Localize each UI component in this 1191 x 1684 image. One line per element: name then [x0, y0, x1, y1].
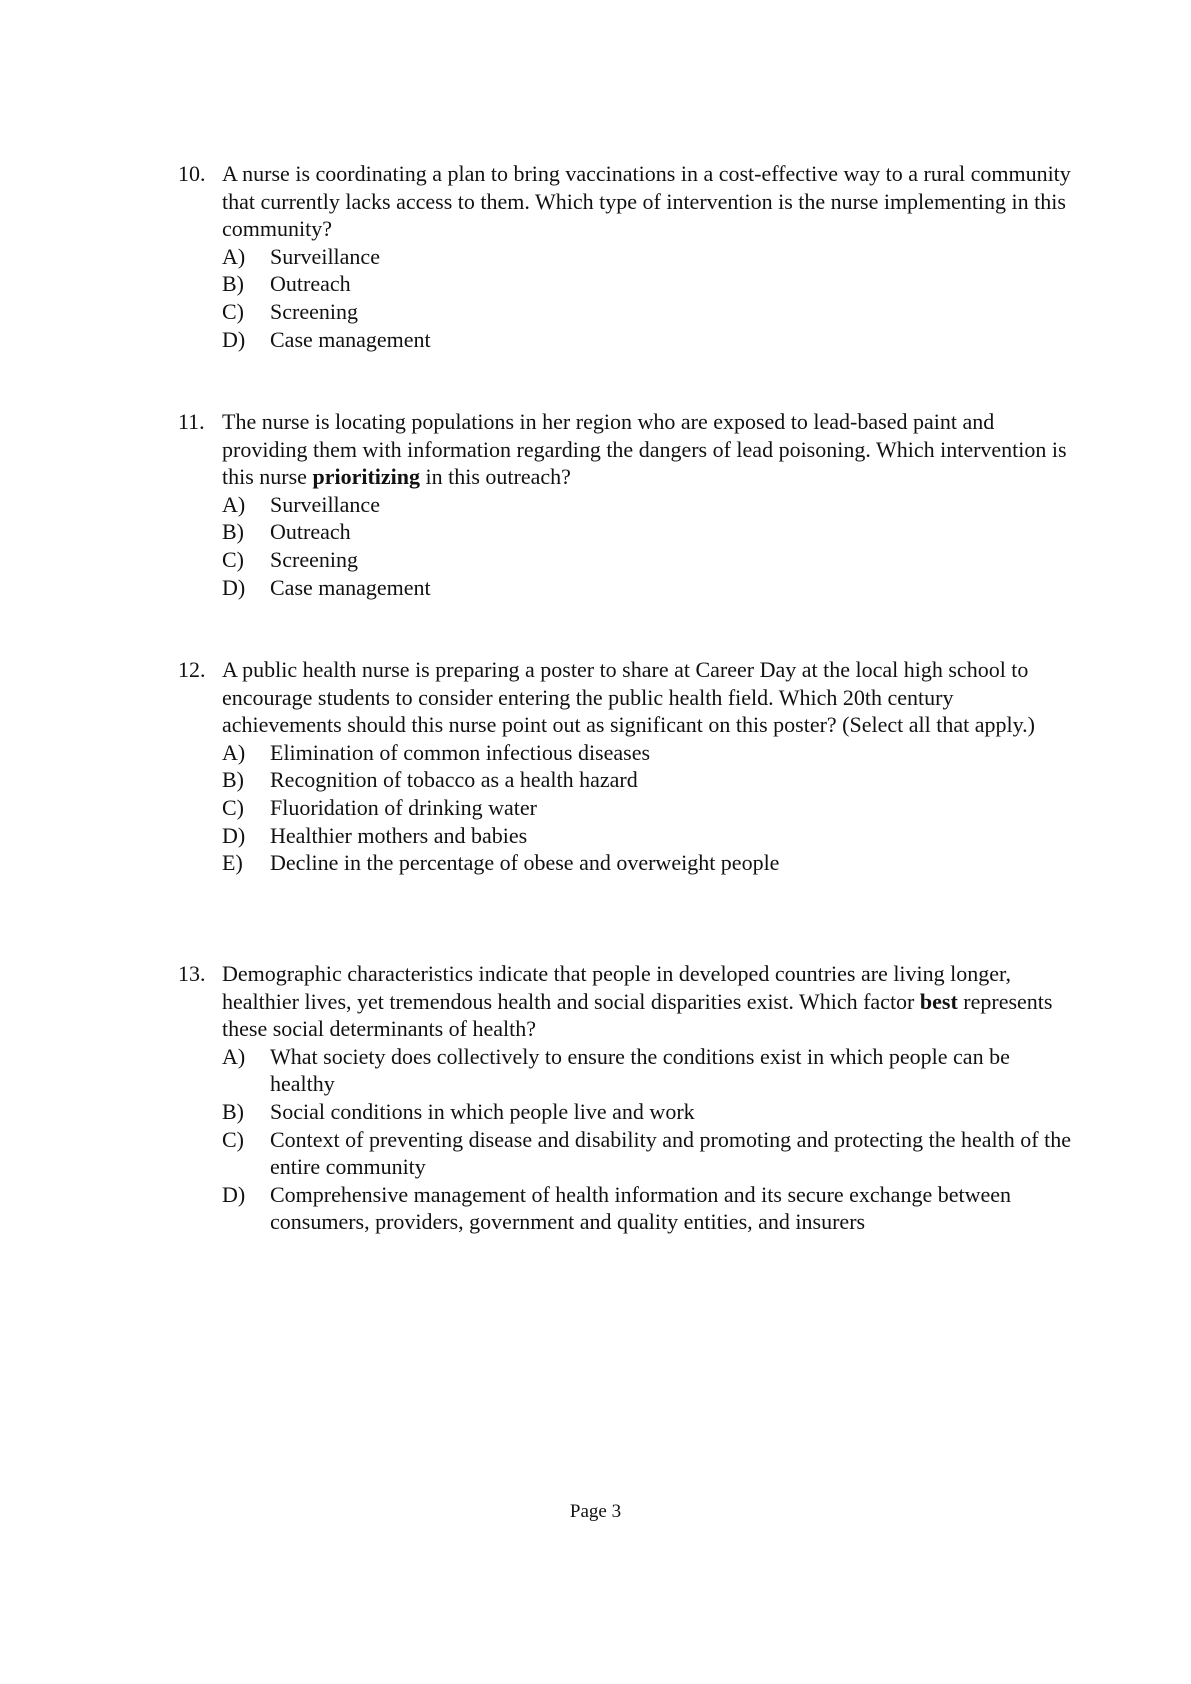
stem-text: The nurse is locating populations in her region who are exposed to lead-based paint and providing them with information regarding the dangers of lead poisoning. Which intervention is this nurse — [222, 409, 1067, 490]
answer-option-a — [178, 1043, 1078, 1098]
answer-options — [178, 1043, 1078, 1236]
option-letter: A) — [222, 491, 246, 517]
question-12 — [178, 656, 1078, 877]
option-letter: B) — [222, 1098, 244, 1124]
option-text: Surveillance — [270, 491, 380, 517]
option-letter: C) — [222, 794, 244, 820]
option-letter: D) — [222, 326, 246, 352]
page-number: Page 3 — [569, 1501, 622, 1522]
option-text: What society does collectively to ensure the conditions exist in which people can be healthy — [270, 1043, 1010, 1097]
emphasized-word: best — [919, 988, 958, 1014]
answer-option-d — [178, 822, 1078, 850]
question-11 — [178, 408, 1078, 601]
option-letter: C) — [222, 546, 244, 572]
answer-option-d — [178, 574, 1078, 602]
emphasized-word: prioritizing — [312, 464, 420, 490]
option-text: Context of preventing disease and disability and promoting and protecting the health of the entire community — [270, 1126, 1071, 1180]
question-stem — [222, 656, 1078, 739]
option-text: Healthier mothers and babies — [270, 822, 528, 848]
answer-option-e — [178, 849, 1078, 877]
option-text: Outreach — [270, 519, 351, 545]
answer-options — [178, 739, 1078, 877]
answer-option-b — [178, 518, 1078, 546]
option-letter: D) — [222, 822, 246, 848]
option-text: Case management — [270, 574, 431, 600]
option-text: Screening — [270, 546, 358, 572]
question-stem — [222, 960, 1078, 1043]
answer-option-d — [178, 1181, 1078, 1236]
stem-text: in this outreach? — [420, 464, 571, 490]
option-text: Fluoridation of drinking water — [270, 794, 538, 820]
option-text: Surveillance — [270, 243, 380, 269]
option-text: Recognition of tobacco as a health hazard — [270, 767, 638, 793]
answer-option-c — [178, 546, 1078, 574]
answer-option-b — [178, 1098, 1078, 1126]
answer-option-c — [178, 298, 1078, 326]
answer-option-b — [178, 766, 1078, 794]
question-10 — [178, 160, 1078, 353]
option-letter: A) — [222, 739, 246, 765]
stem-text: A nurse is coordinating a plan to bring vaccinations in a cost-effective way to a rural community that currently lacks access to them. Which type of intervention is the nurse implementing in this community? — [222, 161, 1071, 242]
question-number: 11. — [178, 409, 205, 434]
option-letter: C) — [222, 1126, 244, 1152]
stem-text: represents these social determinants of health? — [222, 988, 1053, 1042]
option-text: Screening — [270, 298, 358, 324]
stem-text: A public health nurse is preparing a poster to share at Career Day at the local high school to encourage students to consider entering the public health field. Which 20th century achievements should this nurse point out as significant on this poster? (Select all that apply.) — [222, 657, 1036, 738]
option-letter: A) — [222, 243, 246, 269]
option-text: Case management — [270, 326, 431, 352]
answer-option-a — [178, 243, 1078, 271]
answer-option-c — [178, 794, 1078, 822]
option-letter: A) — [222, 1043, 246, 1069]
question-number: 12. — [178, 657, 206, 682]
option-text: Elimination of common infectious diseases — [270, 739, 651, 765]
option-letter: D) — [222, 1181, 246, 1207]
option-text: Social conditions in which people live and work — [270, 1098, 695, 1124]
answer-option-a — [178, 739, 1078, 767]
option-letter: B) — [222, 271, 244, 297]
question-stem — [222, 160, 1078, 243]
option-letter: C) — [222, 298, 244, 324]
question-stem — [222, 408, 1078, 491]
option-text: Outreach — [270, 271, 351, 297]
answer-option-d — [178, 326, 1078, 354]
option-text: Comprehensive management of health information and its secure exchange between consumers, providers, government and quality entities, and insurers — [270, 1181, 1012, 1235]
option-text: Decline in the percentage of obese and overweight people — [270, 850, 780, 876]
answer-options — [178, 491, 1078, 601]
option-letter: B) — [222, 519, 244, 545]
option-letter: D) — [222, 574, 246, 600]
stem-text: Demographic characteristics indicate that people in developed countries are living longer, healthier lives, yet tremendous health and social disparities exist. Which factor — [222, 961, 1011, 1014]
question-number: 10. — [178, 161, 206, 186]
option-letter: B) — [222, 767, 244, 793]
answer-option-a — [178, 491, 1078, 519]
question-number: 13. — [178, 961, 206, 986]
option-letter: E) — [222, 850, 243, 876]
question-13 — [178, 960, 1078, 1236]
answer-option-c — [178, 1126, 1078, 1181]
answer-option-b — [178, 270, 1078, 298]
answer-options — [178, 243, 1078, 353]
